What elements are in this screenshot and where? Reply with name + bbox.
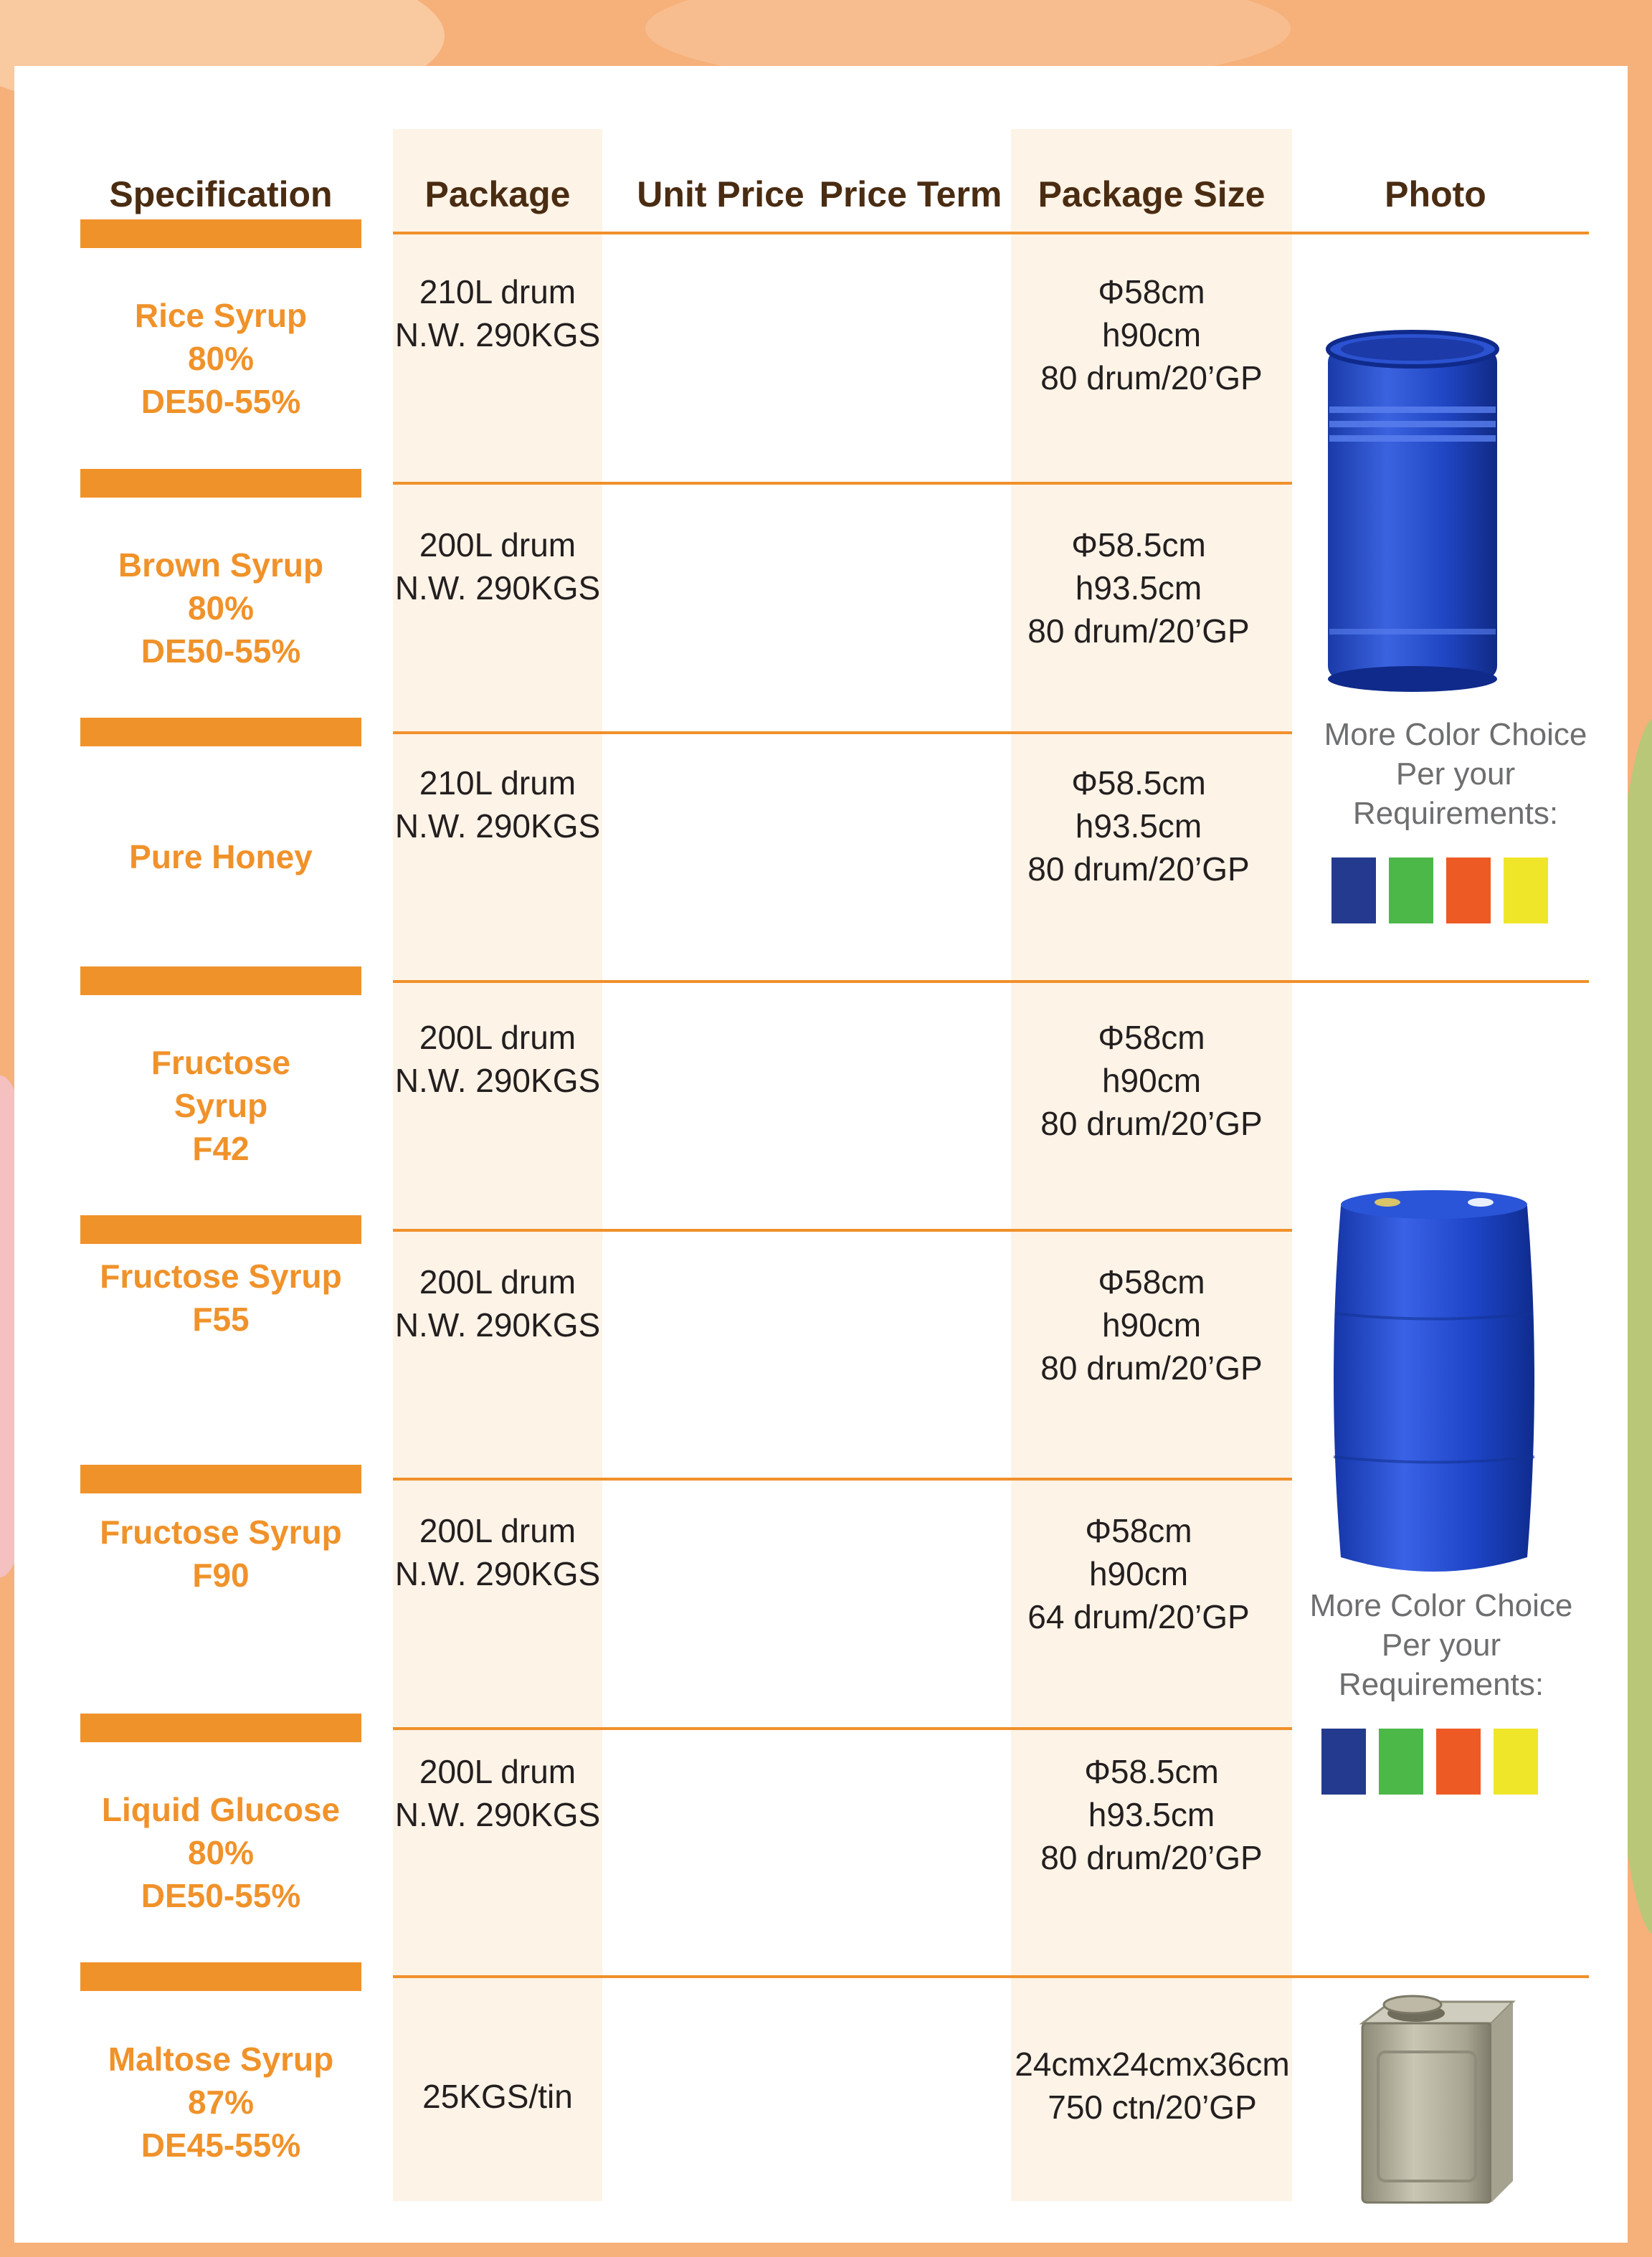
package-size-cell: 24cmx24cmx36cm 750 ctn/20’GP <box>1015 2045 1290 2126</box>
color-swatch-green <box>1379 1729 1423 1795</box>
header-price-term: Price Term <box>819 174 1002 214</box>
color-swatch-orange <box>1436 1729 1481 1795</box>
metal-tin-photo <box>1348 1995 1520 2210</box>
header-package: Package <box>424 174 571 214</box>
package-size-cell: Φ58cm h90cm 64 drum/20’GP <box>1027 1512 1250 1635</box>
spec-divider-bar <box>80 219 361 248</box>
color-choice-note: More Color Choice Per your Requirements: <box>1309 1588 1573 1702</box>
header-photo: Photo <box>1385 174 1486 214</box>
spec-divider-bar <box>80 1962 361 1991</box>
plastic-drum-photo <box>1319 1177 1549 1593</box>
header-unit-price: Unit Price <box>637 174 804 214</box>
package-cell: 200L drum N.W. 290KGS <box>394 1512 601 1592</box>
spec-pure-honey: Pure Honey <box>129 837 313 875</box>
color-swatch-green <box>1389 857 1433 923</box>
package-cell: 25KGS/tin <box>422 2078 573 2115</box>
package-cell: 200L drum N.W. 290KGS <box>394 1019 601 1099</box>
color-choice-note: More Color Choice Per your Requirements: <box>1324 717 1587 831</box>
package-cell: 200L drum N.W. 290KGS <box>394 1753 601 1833</box>
package-size-cell: Φ58cm h90cm 80 drum/20’GP <box>1040 1263 1263 1387</box>
spec-fructose-syrup-f90: Fructose Syrup F90 <box>100 1514 342 1594</box>
color-swatch-blue <box>1321 1729 1366 1795</box>
spec-fructose-syrup-f42: Fructose Syrup F42 <box>151 1043 291 1167</box>
spec-rice-syrup: Rice Syrup 80% DE50-55% <box>134 297 308 420</box>
spec-divider-bar <box>80 1714 361 1742</box>
color-swatch-orange <box>1446 857 1491 923</box>
spec-divider-bar <box>80 718 361 746</box>
package-size-cell: Φ58.5cm h93.5cm 80 drum/20’GP <box>1040 1753 1263 1876</box>
spec-liquid-glucose: Liquid Glucose 80% DE50-55% <box>101 1790 341 1914</box>
package-cell: 200L drum N.W. 290KGS <box>394 526 601 607</box>
package-size-cell: Φ58cm h90cm 80 drum/20’GP <box>1040 1019 1263 1142</box>
color-swatch-yellow <box>1494 1729 1538 1795</box>
color-swatch-blue <box>1331 857 1376 923</box>
spec-fructose-syrup-f55: Fructose Syrup F55 <box>100 1258 342 1338</box>
package-cell: 200L drum N.W. 290KGS <box>394 1263 601 1344</box>
spec-brown-syrup: Brown Syrup 80% DE50-55% <box>118 546 324 670</box>
spec-divider-bar <box>80 469 361 498</box>
package-size-cell: Φ58.5cm h93.5cm 80 drum/20’GP <box>1027 764 1250 888</box>
header-package-size: Package Size <box>1038 174 1266 214</box>
spec-maltose-syrup: Maltose Syrup 87% DE45-55% <box>108 2040 334 2164</box>
package-cell: 210L drum N.W. 290KGS <box>394 273 601 353</box>
spec-divider-bar <box>80 966 361 995</box>
color-swatch-yellow <box>1504 857 1548 923</box>
steel-drum-photo <box>1319 328 1506 700</box>
spec-divider-bar <box>80 1465 361 1493</box>
package-size-cell: Φ58.5cm h93.5cm 80 drum/20’GP <box>1027 526 1250 650</box>
header-specification: Specification <box>109 174 333 214</box>
spec-divider-bar <box>80 1215 361 1244</box>
package-cell: 210L drum N.W. 290KGS <box>394 764 601 845</box>
package-size-cell: Φ58cm h90cm 80 drum/20’GP <box>1040 273 1263 396</box>
price-table-card <box>14 66 1628 2243</box>
